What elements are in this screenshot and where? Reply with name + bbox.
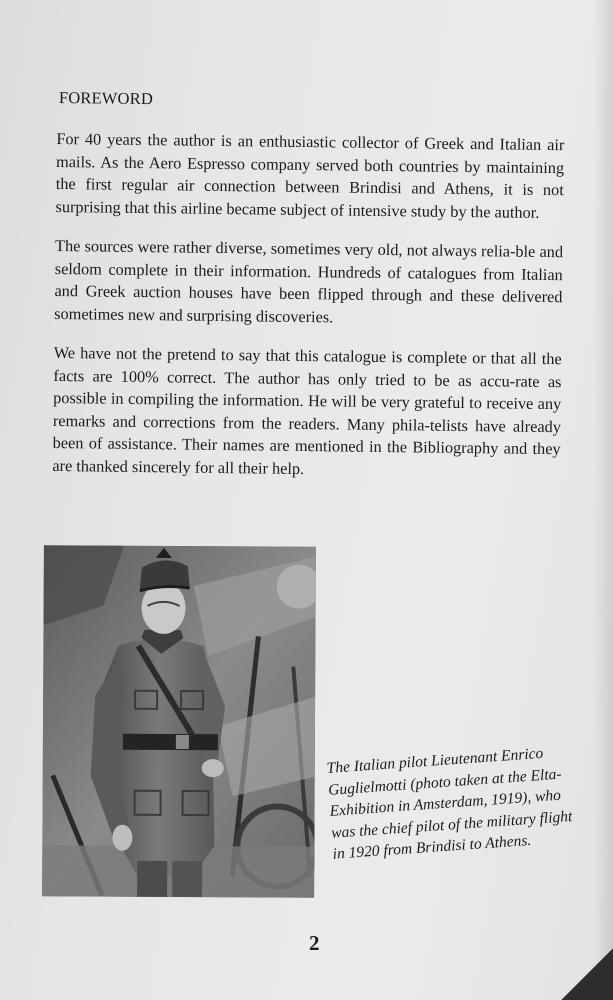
paragraph-3: We have not the pretend to say that this catalogue is complete or that all the facts are 100% correct. The author has only tried to be as accu-rate as possible in compiling the information. He will be very grateful to receive any remarks and corrections from the readers. Many phila-telists have already been of assistance. Their names are mentioned in the Bibliography and they are thanked sincerely for all their help.: [52, 342, 562, 478]
page-edge-shadow: [593, 0, 613, 1000]
paragraph-2: The sources were rather diverse, sometimes very old, not always relia-ble and seldom complete in their information. Hundreds of catalogues from Italian and Greek auction houses have been flipped through and these delivered sometimes new and surprising discoveries.: [54, 235, 564, 326]
section-heading: FOREWORD: [58, 88, 154, 109]
page-corner-shadow: [561, 948, 613, 1000]
photo-caption: The Italian pilot Lieutenant Enrico Guglielmotti (photo taken at the Elta-Exhibition in Amsterdam, 1919), who was the chief pilot of the military flight in 1920 from Brindisi to Athens.: [326, 744, 573, 864]
foreword-section: [52, 88, 565, 500]
page-number: 2: [309, 931, 320, 955]
paragraph-1: For 40 years the author is an enthusiastic collector of Greek and Italian air mails. As the Aero Espresso company served both countries by maintaining the first regular air connection between Brindisi and Athens, it is not surprising that this airline became subject of intensive study by the author.: [55, 128, 565, 222]
pilot-photo: [42, 545, 316, 897]
